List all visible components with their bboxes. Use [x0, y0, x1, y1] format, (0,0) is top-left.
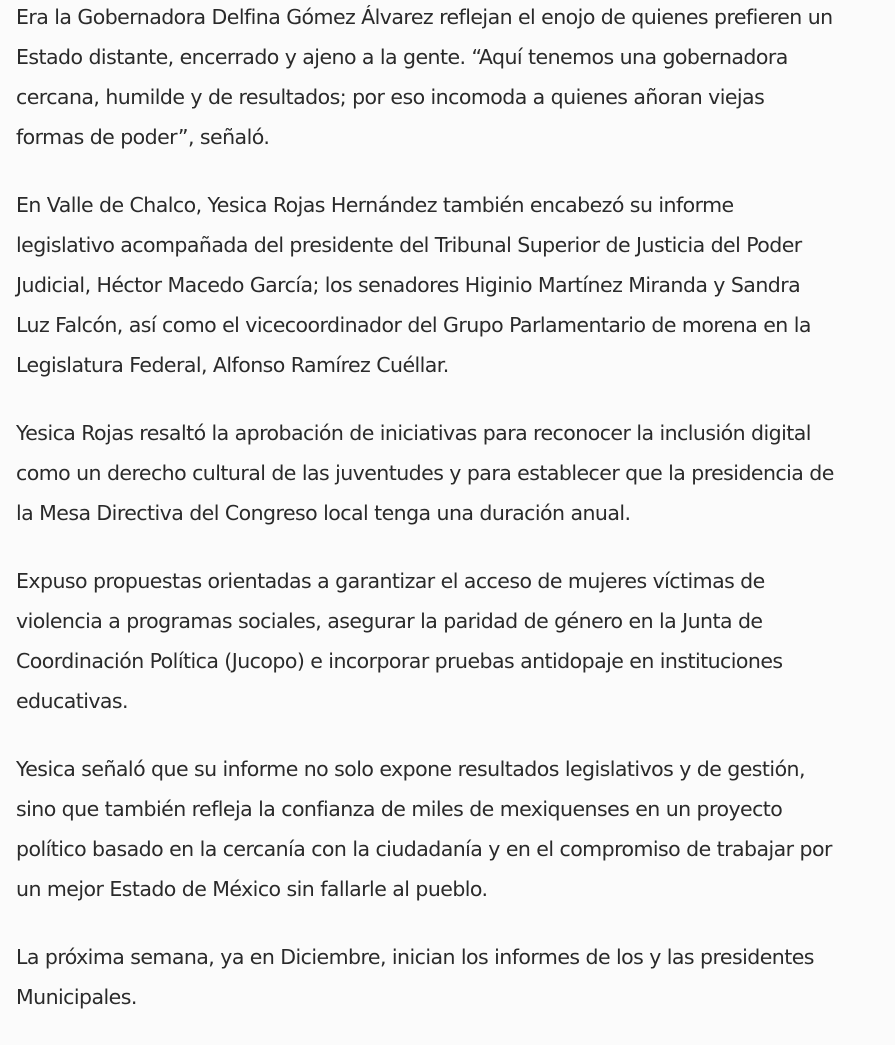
paragraph-line: En Valle de Chalco, Yesica Rojas Hernández también encabezó su informe [16, 193, 734, 217]
paragraph-line: Expuso propuestas orientadas a garantizar el acceso de mujeres víctimas de [16, 569, 765, 593]
paragraph-line: Yesica señaló que su informe no solo expone resultados legislativos y de gestión, [16, 757, 805, 781]
paragraph-line: violencia a programas sociales, asegurar la paridad de género en la Junta de [16, 609, 763, 633]
paragraph-5 [16, 749, 895, 909]
paragraph-4 [16, 561, 895, 721]
paragraph-line: Municipales. [16, 985, 137, 1009]
paragraph-line: político basado en la cercanía con la ciudadanía y en el compromiso de trabajar por [16, 837, 832, 861]
paragraph-line: formas de poder”, señaló. [16, 125, 270, 149]
article-body [16, 0, 895, 1045]
paragraph-line: la Mesa Directiva del Congreso local tenga una duración anual. [16, 501, 631, 525]
paragraph-line: Judicial, Héctor Macedo García; los senadores Higinio Martínez Miranda y Sandra [16, 273, 801, 297]
paragraph-line: Luz Falcón, así como el vicecoordinador del Grupo Parlamentario de morena en la [16, 313, 811, 337]
paragraph-3 [16, 413, 895, 533]
paragraph-line: Coordinación Política (Jucopo) e incorporar pruebas antidopaje en instituciones [16, 649, 783, 673]
paragraph-line: como un derecho cultural de las juventudes y para establecer que la presidencia de [16, 461, 834, 485]
paragraph-line: sino que también refleja la confianza de miles de mexiquenses en un proyecto [16, 797, 783, 821]
paragraph-6 [16, 937, 895, 1017]
paragraph-line: La próxima semana, ya en Diciembre, inician los informes de los y las presidentes [16, 945, 814, 969]
paragraph-line: educativas. [16, 689, 129, 713]
paragraph-line: un mejor Estado de México sin fallarle al pueblo. [16, 877, 488, 901]
paragraph-line: Era la Gobernadora Delfina Gómez Álvarez reflejan el enojo de quienes prefieren un [16, 5, 833, 29]
paragraph-line: legislativo acompañada del presidente del Tribunal Superior de Justicia del Poder [16, 233, 802, 257]
paragraph-2 [16, 185, 895, 385]
paragraph-1 [16, 0, 895, 157]
paragraph-line: Yesica Rojas resaltó la aprobación de iniciativas para reconocer la inclusión digital [16, 421, 811, 445]
paragraph-line: cercana, humilde y de resultados; por eso incomoda a quienes añoran viejas [16, 85, 765, 109]
paragraph-line: Estado distante, encerrado y ajeno a la gente. “Aquí tenemos una gobernadora [16, 45, 788, 69]
paragraph-line: Legislatura Federal, Alfonso Ramírez Cuéllar. [16, 353, 449, 377]
